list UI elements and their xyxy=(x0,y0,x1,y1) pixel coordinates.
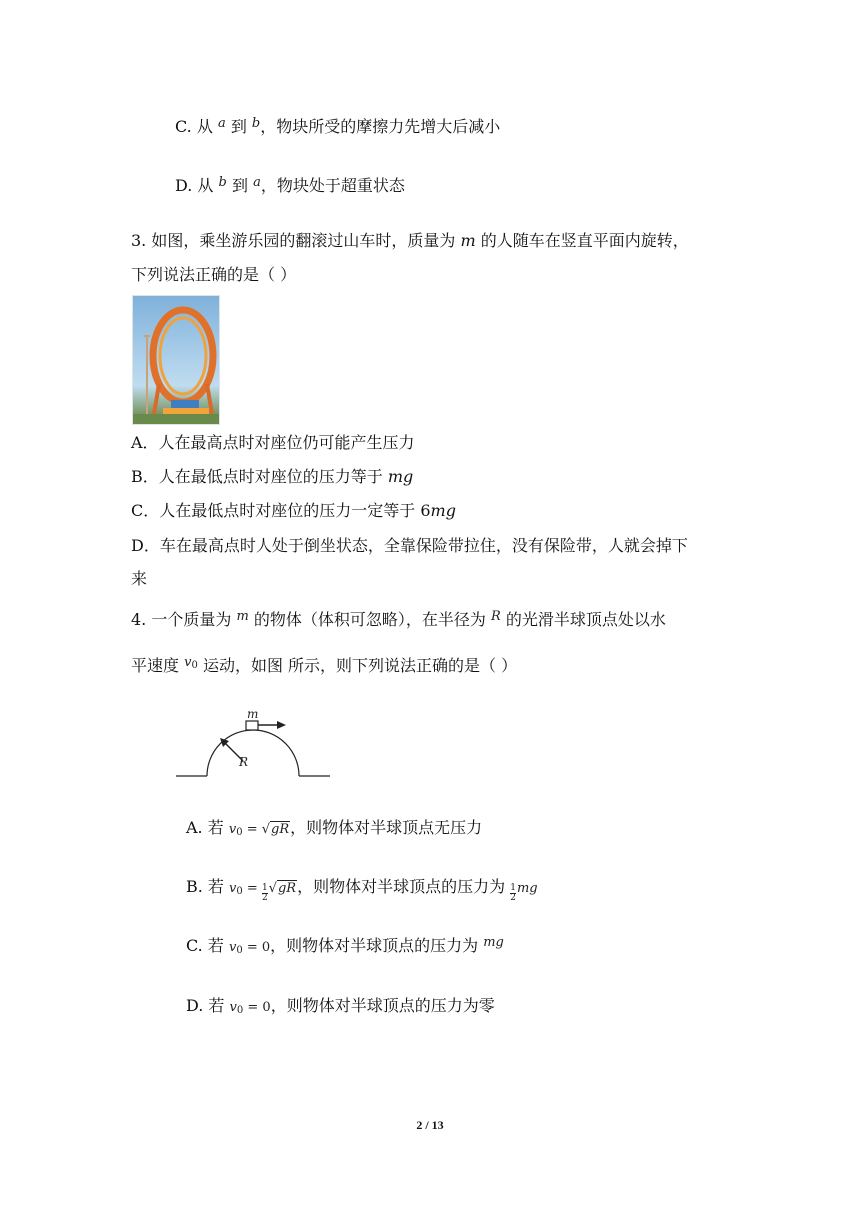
q3-stem-line1 xyxy=(131,230,689,252)
q4d-math xyxy=(230,1000,271,1015)
q3-option-b xyxy=(131,466,413,488)
roller-coaster-photo xyxy=(132,295,220,425)
q4-stem-v xyxy=(184,655,198,670)
q3-stem-var: m xyxy=(460,231,476,250)
q4-stem-a: 4. 一个质量为 xyxy=(131,610,232,629)
q4a-sub: 0 xyxy=(236,827,243,838)
q4-stem-m: m xyxy=(236,609,249,624)
hemisphere-arc xyxy=(207,730,299,776)
q4-option-d xyxy=(186,995,495,1022)
q4b-math: $v_0$ = $\frac{1}{2}$ √gR xyxy=(229,881,297,903)
q4c-sub: 0 xyxy=(236,945,243,956)
q4c-v: v xyxy=(228,940,237,955)
q4a-prefix: A. 若 xyxy=(186,818,224,837)
q4b-answer-math xyxy=(510,881,538,903)
q4b-num: 1 xyxy=(261,883,268,893)
q4c-prefix: C. 若 xyxy=(186,936,224,955)
q3-option-d-line2: 来 xyxy=(131,569,148,588)
q3-option-d-line1: D．车在最高点时人处于倒坐状态，全靠保险带拉住，没有保险带，人就会掉下 xyxy=(131,536,688,555)
q4b-sqrt: gR xyxy=(277,881,297,896)
figure-label-r: R xyxy=(239,755,249,769)
q4b-v: v xyxy=(229,881,237,896)
q4-stem-r: R xyxy=(490,609,501,624)
hemisphere-figure xyxy=(172,700,337,785)
q4b-den: 2 xyxy=(261,893,268,903)
q4-stem-line2-b: 运动，如图 所示，则下列说法正确的是（ ） xyxy=(202,656,518,675)
q4d-prefix: D. 若 xyxy=(186,996,225,1015)
q4b-sub: 0 xyxy=(236,886,243,897)
q4c-mg: mg xyxy=(483,935,504,950)
q4d-eq: = 0 xyxy=(243,1000,271,1015)
q4a-math: $v_0 = √gR$ xyxy=(228,822,290,838)
figure-label-m: m xyxy=(247,707,259,721)
q4d-rest: ，则物体对半球顶点的压力为零 xyxy=(270,996,495,1015)
q2d-to: 到 xyxy=(231,176,248,195)
q3c-math: mg xyxy=(430,501,456,520)
q4b-answer-fraction xyxy=(510,884,516,903)
q2-option-c xyxy=(175,116,500,140)
q4b-mg: mg xyxy=(516,881,538,896)
q2-option-d xyxy=(175,175,405,199)
velocity-arrowhead xyxy=(277,721,286,729)
q3-stem-prefix: 3. 如图，乘坐游乐园的翻滚过山车时，质量为 xyxy=(131,231,456,250)
roller-coaster-illustration xyxy=(133,296,219,424)
q2c-prefix: C. 从 xyxy=(175,117,213,136)
q4-stem-b: 的物体（体积可忽略），在半径为 xyxy=(253,610,486,629)
q4b-prefix: B. 若 xyxy=(186,877,224,896)
q3b-text: B．人在最低点时对座位的压力等于 xyxy=(131,467,383,486)
q4a-sqrt: gR xyxy=(271,822,290,837)
q4-option-c xyxy=(186,935,504,962)
q4b-rest: ，则物体对半球顶点的压力为 xyxy=(297,877,506,896)
q4a-rest: ，则物体对半球顶点无压力 xyxy=(290,818,483,837)
q4-option-b xyxy=(186,876,538,903)
q3-stem-line2: 下列说法正确的是（ ） xyxy=(131,265,297,284)
q4-stem-line2 xyxy=(131,655,517,682)
q4c-math xyxy=(229,940,270,955)
q4b-num2: 1 xyxy=(510,883,516,893)
q4b-fraction xyxy=(262,884,268,903)
q2c-var-b: b xyxy=(251,116,261,131)
q2d-var-b: b xyxy=(218,175,227,190)
q2c-rest: ，物块所受的摩擦力先增大后减小 xyxy=(260,117,501,136)
q4a-eq: = xyxy=(242,822,262,837)
q4-option-a xyxy=(186,817,482,844)
q4-stem-line1 xyxy=(131,609,666,633)
q4-stem-v-sub: 0 xyxy=(191,660,198,671)
block-mass xyxy=(246,721,258,730)
q4d-v: v xyxy=(229,1000,237,1015)
q2d-rest: ，物块处于超重状态 xyxy=(260,176,405,195)
q3b-math: mg xyxy=(387,467,414,486)
page-number: 2 / 13 xyxy=(416,1118,444,1132)
q3c-text: C．人在最低点时对座位的压力一定等于 6 xyxy=(131,501,431,520)
q2c-to: 到 xyxy=(230,117,247,136)
q4-stem-line2-a: 平速度 xyxy=(131,656,180,675)
q4b-den2: 2 xyxy=(510,893,516,903)
q3-option-c xyxy=(131,500,456,522)
q4-stem-v-letter: v xyxy=(184,655,192,670)
q4d-sub: 0 xyxy=(236,1005,244,1016)
q4b-eq: = xyxy=(242,881,262,896)
q4c-rest: ，则物体对半球顶点的压力为 xyxy=(270,936,479,955)
q4a-v: v xyxy=(228,822,237,837)
q3-option-a: A．人在最高点时对座位仍可能产生压力 xyxy=(131,433,415,452)
q4c-eq: = 0 xyxy=(242,940,271,955)
q3-stem-suffix: 的人随车在竖直平面内旋转， xyxy=(480,231,689,250)
q2d-prefix: D. 从 xyxy=(175,176,214,195)
q2c-var-a: a xyxy=(217,116,226,131)
q2d-var-a: a xyxy=(253,175,261,190)
q4-stem-c: 的光滑半球顶点处以水 xyxy=(505,610,666,629)
